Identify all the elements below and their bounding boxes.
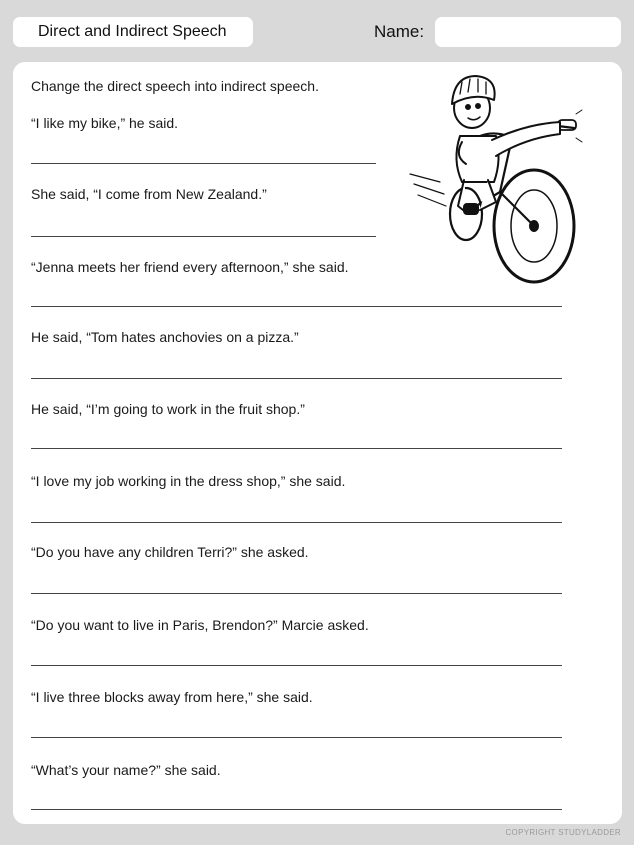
answer-line-7[interactable] (31, 593, 562, 594)
copyright-text: COPYRIGHT STUDYLADDER (505, 828, 621, 837)
name-label: Name: (374, 22, 425, 41)
answer-line-4[interactable] (31, 378, 562, 379)
answer-line-3[interactable] (31, 306, 562, 307)
question-6: “I love my job working in the dress shop,” she said. (31, 473, 346, 489)
answer-line-5[interactable] (31, 448, 562, 449)
question-10: “What’s your name?” she said. (31, 762, 221, 778)
question-2: She said, “I come from New Zealand.” (31, 186, 267, 202)
answer-line-1[interactable] (31, 163, 376, 164)
answer-line-9[interactable] (31, 737, 562, 738)
name-input[interactable] (435, 17, 621, 47)
question-5: He said, “I’m going to work in the fruit shop.” (31, 401, 305, 417)
boy-on-bicycle-illustration (408, 64, 584, 286)
answer-line-6[interactable] (31, 522, 562, 523)
question-4: He said, “Tom hates anchovies on a pizza.” (31, 329, 299, 345)
instruction-text: Change the direct speech into indirect speech. (31, 78, 319, 94)
question-3: “Jenna meets her friend every afternoon,” she said. (31, 259, 349, 275)
answer-line-8[interactable] (31, 665, 562, 666)
worksheet-title: Direct and Indirect Speech (13, 17, 253, 47)
question-7: “Do you have any children Terri?” she asked. (31, 544, 309, 560)
question-9: “I live three blocks away from here,” she said. (31, 689, 313, 705)
answer-line-2[interactable] (31, 236, 376, 237)
answer-line-10[interactable] (31, 809, 562, 810)
question-1: “I like my bike,” he said. (31, 115, 179, 131)
question-8: “Do you want to live in Paris, Brendon?” Marcie asked. (31, 617, 369, 633)
